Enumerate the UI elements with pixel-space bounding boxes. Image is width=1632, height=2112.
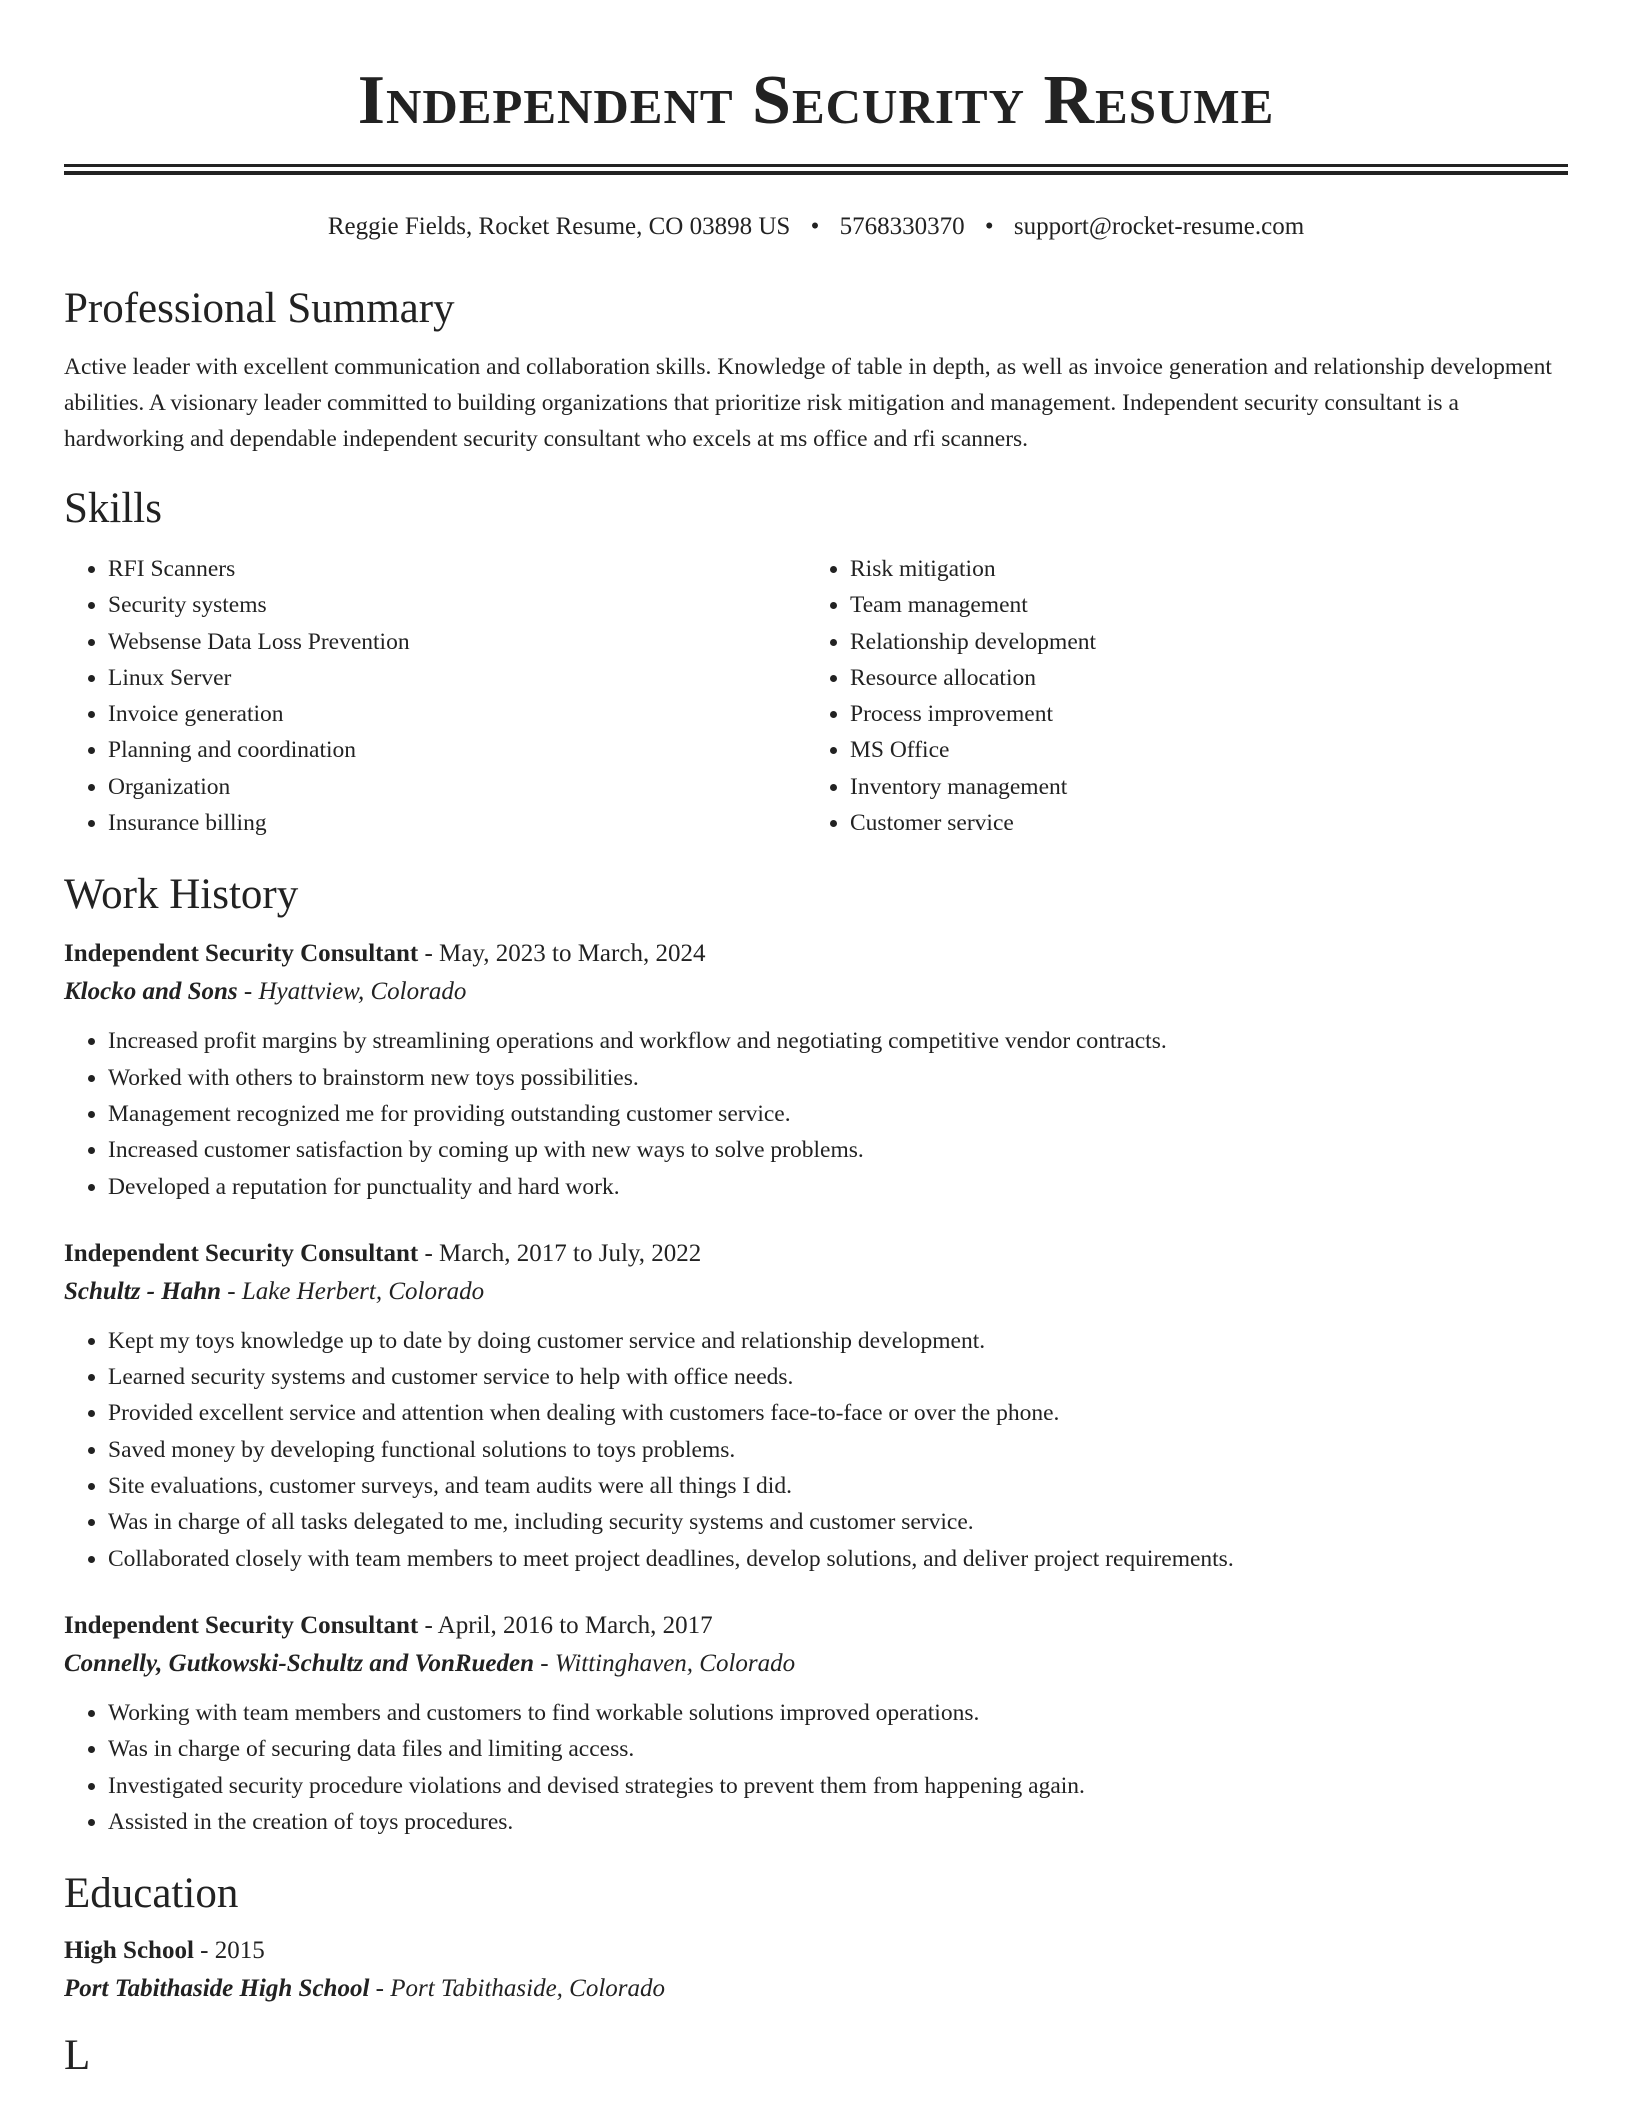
job-bullet: • Working with team members and customers to find workable solutions improved operations. — [108, 1695, 1568, 1731]
job-title: Independent Security Consultant — [64, 940, 419, 968]
job-bullet: • Provided excellent service and attention when dealing with customers face-to-face or over the phone. — [108, 1395, 1568, 1431]
resume-page — [64, 0, 1568, 2082]
job-title: Independent Security Consultant — [64, 1611, 419, 1639]
job-bullet: • Kept my toys knowledge up to date by doing customer service and relationship development. — [108, 1323, 1568, 1359]
job-title: Independent Security Consultant — [64, 1239, 419, 1267]
job-bullets — [64, 1023, 1568, 1204]
job-employer: Klocko and Sons — [64, 978, 238, 1006]
job-dates: - April, 2016 to March, 2017 — [418, 1611, 713, 1639]
job-entry — [64, 935, 1568, 1204]
job-bullet: • Was in charge of all tasks delegated to me, including security systems and customer service. — [108, 1504, 1568, 1540]
skill-item: • Inventory management — [850, 769, 1548, 805]
job-bullet: • Increased customer satisfaction by coming up with new ways to solve problems. — [108, 1132, 1568, 1168]
job-bullet: • Was in charge of securing data files and limiting access. — [108, 1731, 1568, 1767]
work-history-heading: Work History — [64, 871, 299, 919]
job-bullet: • Learned security systems and customer service to help with office needs. — [108, 1359, 1568, 1395]
resume-title: Independent Security Resume — [357, 62, 1275, 139]
job-title-line — [64, 935, 1568, 973]
skill-item: • Planning and coordination — [108, 732, 806, 768]
job-location: - Hyattview, Colorado — [237, 978, 467, 1006]
skill-item: • Team management — [850, 587, 1548, 623]
education-entry — [64, 1932, 1568, 2008]
education-school: Port Tabithaside High School — [64, 1975, 370, 2003]
skill-item: • Security systems — [108, 587, 806, 623]
summary-heading: Professional Summary — [64, 285, 455, 332]
skill-item: • Linux Server — [108, 660, 806, 696]
contact-phone: 5768330370 — [839, 213, 965, 240]
job-employer: Connelly, Gutkowski-Schultz and VonRueden — [64, 1649, 535, 1677]
education-location: - Port Tabithaside, Colorado — [369, 1975, 666, 2003]
job-employer-line — [64, 1645, 1568, 1683]
skill-item: • Invoice generation — [108, 696, 806, 732]
job-bullet: • Management recognized me for providing outstanding customer service. — [108, 1096, 1568, 1132]
education-degree: High School — [64, 1937, 194, 1965]
skills-column-left — [64, 551, 806, 841]
job-location: - Lake Herbert, Colorado — [221, 1277, 485, 1305]
contact-line — [64, 211, 1568, 243]
skill-item: • Risk mitigation — [850, 551, 1548, 587]
job-entry — [64, 1607, 1568, 1840]
education-school-line — [64, 1970, 1568, 2008]
next-section-heading: L — [64, 2032, 91, 2080]
skill-item: • Organization — [108, 769, 806, 805]
job-bullets — [64, 1323, 1568, 1577]
contact-separator: • — [810, 213, 820, 240]
skill-item: • Resource allocation — [850, 660, 1548, 696]
education-heading: Education — [64, 1870, 239, 1918]
education-degree-line — [64, 1932, 1568, 1970]
title-divider-top — [64, 164, 1568, 167]
job-bullet: • Collaborated closely with team members to meet project deadlines, develop solutions, and deliver project requirements. — [108, 1541, 1568, 1577]
education-year: - 2015 — [193, 1937, 265, 1965]
job-bullet: • Increased profit margins by streamlining operations and workflow and negotiating competitive vendor contracts. — [108, 1023, 1568, 1059]
job-location: - Wittinghaven, Colorado — [534, 1649, 796, 1677]
skill-item: • MS Office — [850, 732, 1548, 768]
skill-item: • Relationship development — [850, 624, 1548, 660]
job-bullet: • Site evaluations, customer surveys, and team audits were all things I did. — [108, 1468, 1568, 1504]
contact-separator: • — [984, 213, 994, 240]
job-title-line — [64, 1607, 1568, 1645]
skills-list — [64, 551, 1568, 841]
contact-address: Reggie Fields, Rocket Resume, CO 03898 US — [327, 213, 791, 240]
skills-column-right — [806, 551, 1548, 841]
skill-item: • Websense Data Loss Prevention — [108, 624, 806, 660]
summary-text: Active leader with excellent communication and collaboration skills. Knowledge of table in depth, as well as invoice generation and relationship development abilities. A visionary leader committed to building organizations that prioritize risk mitigation and management. Independent security consultant is a hardworking and dependable independent security consultant who excels at ms office and rfi scanners. — [64, 354, 1552, 452]
contact-email: support@rocket-resume.com — [1013, 213, 1305, 240]
skill-item: • Customer service — [850, 805, 1548, 841]
job-dates: - May, 2023 to March, 2024 — [418, 940, 706, 968]
job-employer-line — [64, 1273, 1568, 1311]
job-bullet: • Saved money by developing functional solutions to toys problems. — [108, 1432, 1568, 1468]
skill-item: • Insurance billing — [108, 805, 806, 841]
job-bullet: • Investigated security procedure violations and devised strategies to prevent them from happening again. — [108, 1768, 1568, 1804]
skill-item: • RFI Scanners — [108, 551, 806, 587]
job-employer: Schultz - Hahn — [64, 1277, 222, 1305]
skill-item: • Process improvement — [850, 696, 1548, 732]
job-bullets — [64, 1695, 1568, 1840]
job-employer-line — [64, 973, 1568, 1011]
job-bullet: • Worked with others to brainstorm new toys possibilities. — [108, 1060, 1568, 1096]
skills-heading: Skills — [64, 485, 162, 532]
job-entry — [64, 1235, 1568, 1577]
title-divider-bottom — [64, 171, 1568, 175]
job-bullet: • Assisted in the creation of toys procedures. — [108, 1804, 1568, 1840]
job-dates: - March, 2017 to July, 2022 — [418, 1239, 702, 1267]
job-bullet: • Developed a reputation for punctuality and hard work. — [108, 1169, 1568, 1205]
job-title-line — [64, 1235, 1568, 1273]
